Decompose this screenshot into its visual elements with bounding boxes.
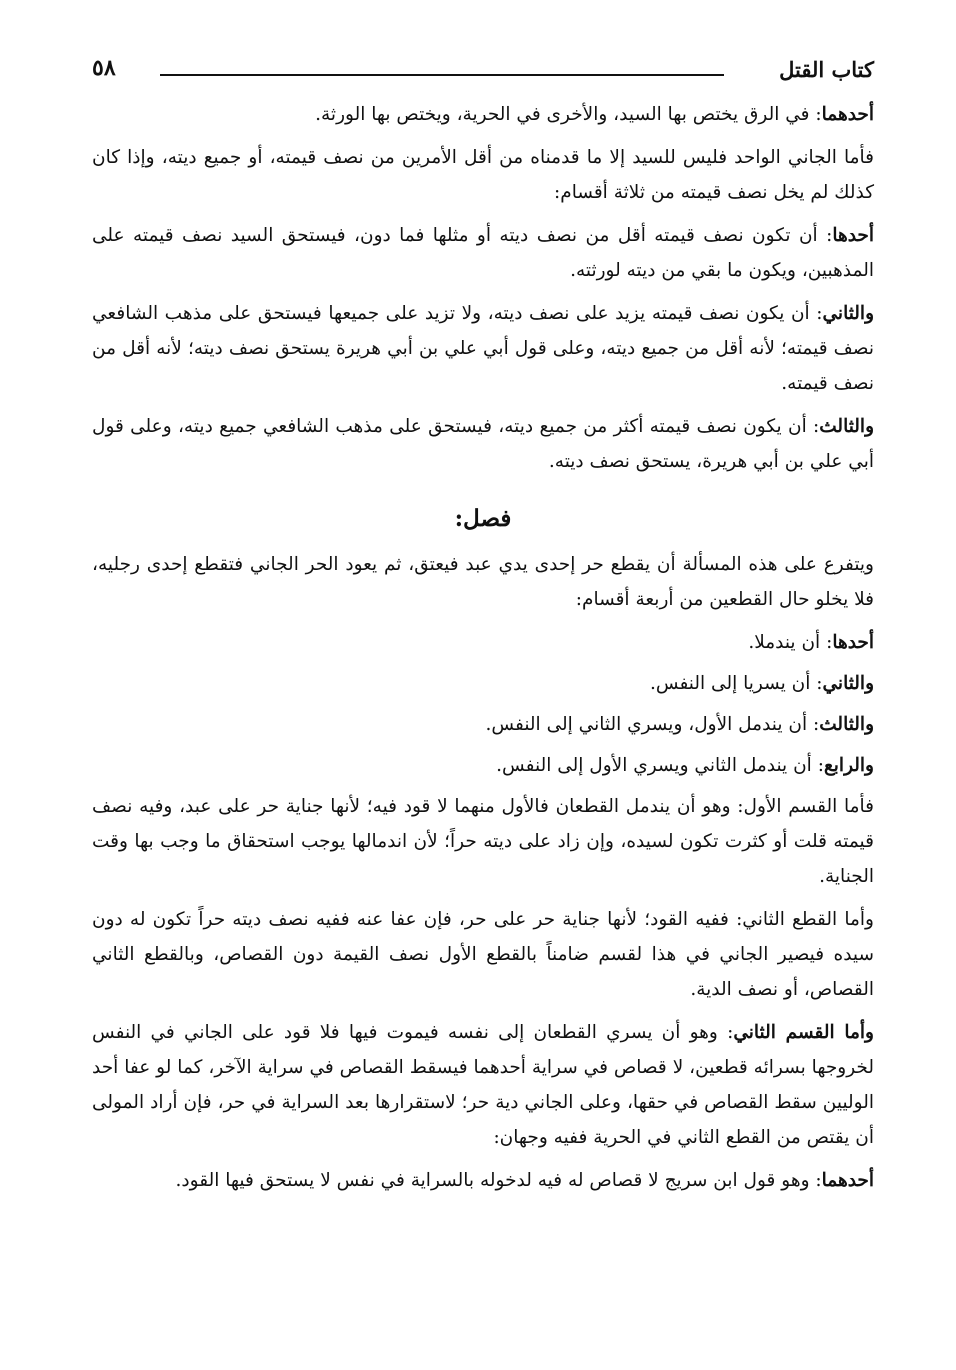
paragraph-text: : وهو قول ابن سريج لا قصاص له فيه لدخوله بالسراية في نفس لا يستحق فيها القود. <box>175 1170 822 1191</box>
paragraph-text: وأما القطع الثاني: ففيه القود؛ لأنها جناية حر على حر، فإن عفا عنه ففيه نصف ديته حراً تكون له دون سيده فيصير الجاني في هذا لقسم ضامناً بالقطع الأول نصف القيمة دون القصاص، وبالقطع الثاني القصاص، أو نصف الدية. <box>92 909 874 1000</box>
case-lead: والثاني <box>822 673 874 694</box>
paragraph <box>92 789 874 894</box>
case-item <box>92 748 874 783</box>
case-item <box>92 707 874 742</box>
paragraph <box>92 218 874 288</box>
paragraph-lead: والثاني <box>822 303 874 324</box>
case-text: : أن يندمل الثاني ويسري الأول إلى النفس. <box>496 755 824 776</box>
paragraph-text: فأما القسم الأول: وهو أن يندمل القطعان فالأول منهما لا قود فيه؛ لأنها جناية حر على عبد، وفيه نصف قيمته قلت أو كثرت تكون لسيده، وإن زاد على ديته حراً؛ لأن اندمالها يوجب استحقاق ما وجب بها وقت الجناية. <box>92 796 874 887</box>
paragraph <box>92 97 874 132</box>
case-text: : أن يندمل الأول، ويسري الثاني إلى النفس. <box>485 714 820 735</box>
page-header <box>92 55 874 95</box>
case-item <box>92 666 874 701</box>
paragraph-text: : وهو أن يسري القطعان إلى نفسه فيموت فيها فلا قود على الجاني في النفس لخروجها بسرائه قطعين، لا قصاص في سراية أحدهما فيسقط القصاص في سراية الآخر، كما لو عفا أحد الوليين سقط القصاص في حقها، وعلى الجاني دية حر؛ لاستقرارها بعد السراية في حر، فإن أراد المولى أن يقتص من القطع الثاني في الحرية ففيه وجهان: <box>92 1022 874 1148</box>
paragraph <box>92 547 874 617</box>
paragraph-text: فأما الجاني الواحد فليس للسيد إلا ما قدمناه من أقل الأمرين من نصف قيمته، أو جميع ديته، وإذا كان كذلك لم يخل نصف قيمته من ثلاثة أقسام: <box>92 147 875 203</box>
paragraph-lead: وأما القسم الثاني <box>733 1022 874 1043</box>
case-lead: أحدها <box>832 632 874 653</box>
case-text: : أن يسريا إلى النفس. <box>649 673 823 694</box>
paragraph-text: : في الرق يختص بها السيد، والأخرى في الحرية، ويختص بها الورثة. <box>315 104 822 125</box>
case-lead: والثالث <box>819 714 874 735</box>
paragraph-lead: أحدهما <box>821 104 874 125</box>
paragraph <box>92 296 874 401</box>
case-lead: والرابع <box>823 755 874 776</box>
paragraph-lead: أحدها <box>832 225 874 246</box>
page-number: ٥٨ <box>92 55 116 81</box>
paragraph-text: : أن يكون نصف قيمته أكثر من جميع ديته، فيستحق على مذهب الشافعي جميع ديته، وعلى قول أبي علي بن أبي هريرة، يستحق نصف ديته. <box>92 416 874 472</box>
case-item <box>92 625 874 660</box>
header-rule <box>160 74 724 76</box>
paragraph-lead: أحدهما <box>821 1170 874 1191</box>
paragraph-lead: والثالث <box>819 416 874 437</box>
page-body <box>92 97 874 1206</box>
paragraph-text: : أن يكون نصف قيمته يزيد على نصف ديته، ولا تزيد على جميعها فيستحق على مذهب الشافعي نصف قيمته؛ لأنه أقل من جميع ديته، وعلى قول أبي علي بن أبي هريرة يستحق نصف ديته؛ لأنه أقل من نصف قيمته. <box>92 303 874 394</box>
paragraph <box>92 1015 874 1155</box>
case-text: : أن يندملا. <box>748 632 833 653</box>
book-title: كتاب القتل <box>779 57 874 82</box>
section-heading: فصل: <box>454 505 512 532</box>
paragraph-text: ويتفرع على هذه المسألة أن يقطع حر إحدى يدي عبد فيعتق، ثم يعود الحر الجاني فتقطع إحدى رجليه، فلا يخلو حال القطعين من أربعة أقسام: <box>92 554 874 610</box>
paragraph <box>92 140 874 210</box>
paragraph <box>92 1163 874 1198</box>
paragraph <box>92 902 874 1007</box>
paragraph <box>92 409 874 479</box>
paragraph-text: : أن تكون نصف قيمته أقل من نصف ديته أو مثلها فما دون، فيستحق السيد نصف قيمته على المذهبين، ويكون ما بقي من ديته لورثته. <box>92 225 874 281</box>
